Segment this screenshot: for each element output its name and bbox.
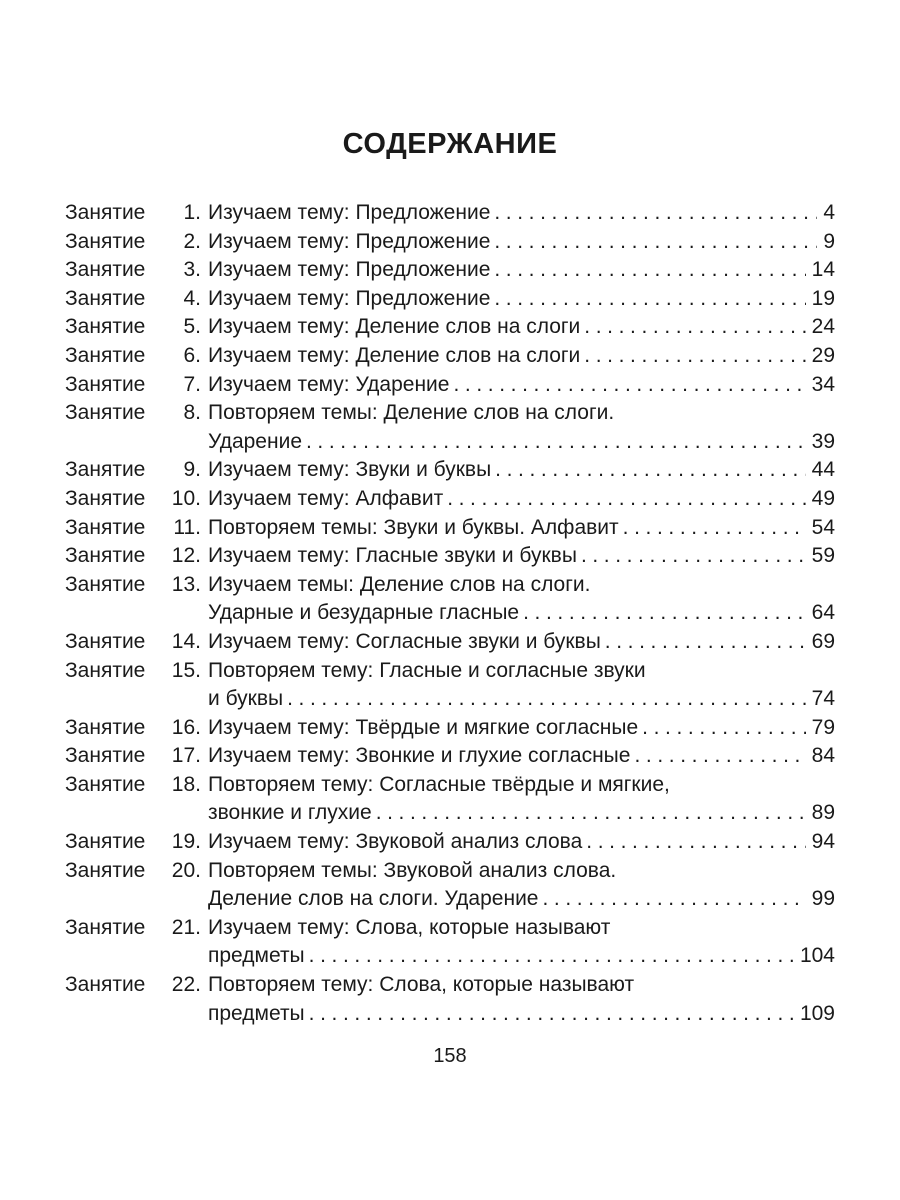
entry-title: Изучаем тему: Гласные звуки и буквы xyxy=(208,544,577,568)
lesson-number: 16. xyxy=(171,715,201,739)
entry-body xyxy=(208,657,835,686)
lesson-number: 10. xyxy=(171,486,201,510)
dot-leader xyxy=(538,885,805,914)
entry-body xyxy=(208,285,835,314)
lesson-label: Занятие xyxy=(65,343,146,367)
lesson-label: Занятие xyxy=(65,486,146,510)
entry-body xyxy=(208,914,835,943)
entry-page-number: 69 xyxy=(811,629,835,653)
entry-body xyxy=(208,971,835,1000)
entry-body xyxy=(208,485,835,514)
lesson-number: 15. xyxy=(171,658,201,682)
entry-body xyxy=(208,428,835,457)
toc-entry xyxy=(65,742,835,771)
lesson-label: Занятие xyxy=(65,286,146,310)
lesson-label: Занятие xyxy=(65,830,146,854)
entry-body xyxy=(208,342,835,371)
toc-entry-continuation xyxy=(65,599,835,628)
entry-title: Изучаем тему: Ударение xyxy=(208,372,450,396)
entry-body xyxy=(208,514,835,543)
lesson-label: Занятие xyxy=(65,229,146,253)
lesson-number: 21. xyxy=(171,915,201,939)
lesson-label: Занятие xyxy=(65,515,146,539)
lesson-number: 5. xyxy=(183,315,201,339)
dot-leader xyxy=(582,828,805,857)
entry-body xyxy=(208,942,835,971)
dot-leader xyxy=(519,599,806,628)
dot-leader xyxy=(580,342,805,371)
entry-page-number: 74 xyxy=(811,687,835,711)
dot-leader xyxy=(490,256,805,285)
lesson-label: Занятие xyxy=(65,772,146,796)
entry-title: Изучаем тему: Деление слов на слоги xyxy=(208,315,581,339)
lesson-number: 11. xyxy=(173,515,201,539)
dot-leader xyxy=(630,742,805,771)
toc-entry xyxy=(65,285,835,314)
entry-body xyxy=(208,799,835,828)
lesson-label: Занятие xyxy=(65,744,146,768)
entry-body xyxy=(208,742,835,771)
entry-page-number: 79 xyxy=(811,715,835,739)
entry-body xyxy=(208,828,835,857)
dot-leader xyxy=(305,1000,794,1029)
lesson-number: 14. xyxy=(171,629,201,653)
entry-title: Изучаем тему: Предложение xyxy=(208,201,491,224)
page-title: СОДЕРЖАНИЕ xyxy=(342,128,558,160)
lesson-number: 8. xyxy=(183,401,201,425)
dot-leader xyxy=(601,628,806,657)
entry-title: Изучаем тему: Согласные звуки и буквы xyxy=(208,629,601,653)
lesson-number: 2. xyxy=(183,229,201,253)
lesson-label: Занятие xyxy=(65,258,146,282)
toc-entry xyxy=(65,342,835,371)
entry-body xyxy=(208,456,835,485)
entry-title: Ударение xyxy=(208,429,302,453)
toc-entry xyxy=(65,571,835,600)
lesson-label: Занятие xyxy=(65,858,146,882)
dot-leader xyxy=(302,428,806,457)
entry-title: Повторяем тему: Слова, которые называют xyxy=(208,973,635,997)
entry-title: Изучаем тему: Деление слов на слоги xyxy=(208,343,581,367)
lesson-label: Занятие xyxy=(65,658,146,682)
entry-title: Изучаем тему: Звуки и буквы xyxy=(208,458,492,482)
entry-page-number: 64 xyxy=(811,601,835,625)
dot-leader xyxy=(490,199,817,228)
entry-body xyxy=(208,399,835,428)
lesson-number: 9. xyxy=(183,458,201,482)
toc-entry xyxy=(65,456,835,485)
entry-page-number: 44 xyxy=(811,458,835,482)
toc-entry xyxy=(65,657,835,686)
lesson-number: 20. xyxy=(171,858,201,882)
toc-entry xyxy=(65,399,835,428)
entry-page-number: 89 xyxy=(811,801,835,825)
lesson-number: 3. xyxy=(183,258,201,282)
lesson-label: Занятие xyxy=(65,372,146,396)
lesson-number: 19. xyxy=(171,830,201,854)
lesson-number: 13. xyxy=(171,572,201,596)
entry-page-number: 59 xyxy=(811,544,835,568)
dot-leader xyxy=(577,542,806,571)
toc-entry xyxy=(65,485,835,514)
entry-title: Повторяем тему: Согласные твёрдые и мягкие, xyxy=(208,772,670,796)
toc-entry-continuation xyxy=(65,428,835,457)
toc-entry-continuation xyxy=(65,942,835,971)
entry-page-number: 4 xyxy=(823,201,835,224)
lesson-number: 22. xyxy=(171,973,201,997)
entry-title: Повторяем тему: Гласные и согласные звуки xyxy=(208,658,646,682)
dot-leader xyxy=(305,942,794,971)
entry-page-number: 14 xyxy=(811,258,835,282)
entry-page-number: 29 xyxy=(811,343,835,367)
lesson-number: 18. xyxy=(171,772,201,796)
dot-leader xyxy=(580,313,805,342)
entry-title: Изучаем тему: Предложение xyxy=(208,286,491,310)
toc-entry-continuation xyxy=(65,685,835,714)
entry-body xyxy=(208,599,835,628)
table-of-contents xyxy=(65,199,835,1028)
dot-leader xyxy=(490,285,805,314)
entry-title: предметы xyxy=(208,944,305,968)
lesson-number: 12. xyxy=(171,544,201,568)
toc-entry xyxy=(65,714,835,743)
entry-title: Повторяем темы: Деление слов на слоги. xyxy=(208,401,615,425)
toc-entry xyxy=(65,199,835,228)
lesson-number: 6. xyxy=(183,343,201,367)
entry-body xyxy=(208,1000,835,1029)
toc-entry xyxy=(65,514,835,543)
dot-leader xyxy=(491,456,805,485)
entry-title: Изучаем тему: Слова, которые называют xyxy=(208,915,611,939)
entry-title: Изучаем тему: Твёрдые и мягкие согласные xyxy=(208,715,639,739)
entry-body xyxy=(208,771,835,800)
entry-page-number: 39 xyxy=(811,429,835,453)
entry-title: Изучаем тему: Алфавит xyxy=(208,486,444,510)
entry-title: предметы xyxy=(208,1001,305,1025)
entry-title: звонкие и глухие xyxy=(208,801,372,825)
entry-title: и буквы xyxy=(208,687,284,711)
toc-entry xyxy=(65,771,835,800)
entry-body xyxy=(208,685,835,714)
entry-body xyxy=(208,714,835,743)
lesson-label: Занятие xyxy=(65,572,146,596)
dot-leader xyxy=(443,485,805,514)
toc-entry-continuation xyxy=(65,1000,835,1029)
lesson-label: Занятие xyxy=(65,458,146,482)
entry-title: Деление слов на слоги. Ударение xyxy=(208,887,539,911)
entry-title: Повторяем темы: Звуковой анализ слова. xyxy=(208,858,617,882)
page-number: 158 xyxy=(433,1045,467,1067)
entry-body xyxy=(208,371,835,400)
entry-title: Изучаем тему: Предложение xyxy=(208,258,491,282)
entry-title: Повторяем темы: Звуки и буквы. Алфавит xyxy=(208,515,619,539)
toc-entry xyxy=(65,628,835,657)
toc-entry xyxy=(65,228,835,257)
toc-entry xyxy=(65,914,835,943)
entry-title: Изучаем тему: Звонкие и глухие согласные xyxy=(208,744,631,768)
dot-leader xyxy=(372,799,806,828)
entry-body xyxy=(208,228,835,257)
toc-entry xyxy=(65,313,835,342)
toc-entry xyxy=(65,256,835,285)
entry-body xyxy=(208,885,835,914)
toc-entry xyxy=(65,971,835,1000)
entry-page-number: 49 xyxy=(811,486,835,510)
dot-leader xyxy=(490,228,817,257)
lesson-label: Занятие xyxy=(65,915,146,939)
toc-entry xyxy=(65,542,835,571)
entry-page-number: 99 xyxy=(811,887,835,911)
entry-page-number: 84 xyxy=(811,744,835,768)
entry-body xyxy=(208,313,835,342)
entry-page-number: 104 xyxy=(799,944,835,968)
dot-leader xyxy=(283,685,806,714)
lesson-number: 4. xyxy=(183,286,201,310)
lesson-label: Занятие xyxy=(65,315,146,339)
toc-entry xyxy=(65,857,835,886)
dot-leader xyxy=(449,371,805,400)
lesson-label: Занятие xyxy=(65,973,146,997)
entry-title: Изучаем тему: Звуковой анализ слова xyxy=(208,830,583,854)
entry-page-number: 24 xyxy=(811,315,835,339)
entry-body xyxy=(208,571,835,600)
lesson-label: Занятие xyxy=(65,401,146,425)
entry-body xyxy=(208,857,835,886)
entry-page-number: 94 xyxy=(811,830,835,854)
entry-page-number: 109 xyxy=(799,1001,835,1025)
lesson-number: 7. xyxy=(183,372,201,396)
entry-title: Изучаем тему: Предложение xyxy=(208,229,491,253)
lesson-number: 1. xyxy=(183,201,201,224)
entry-title: Ударные и безударные гласные xyxy=(208,601,520,625)
toc-entry-continuation xyxy=(65,885,835,914)
lesson-number: 17. xyxy=(171,744,201,768)
dot-leader xyxy=(619,514,806,543)
entry-body xyxy=(208,256,835,285)
lesson-label: Занятие xyxy=(65,715,146,739)
toc-entry xyxy=(65,371,835,400)
lesson-label: Занятие xyxy=(65,629,146,653)
entry-body xyxy=(208,199,835,228)
entry-page-number: 9 xyxy=(823,229,835,253)
entry-page-number: 19 xyxy=(811,286,835,310)
toc-entry-continuation xyxy=(65,799,835,828)
entry-body xyxy=(208,542,835,571)
entry-page-number: 54 xyxy=(811,515,835,539)
entry-page-number: 34 xyxy=(811,372,835,396)
lesson-label: Занятие xyxy=(65,544,146,568)
lesson-label: Занятие xyxy=(65,201,146,224)
dot-leader xyxy=(638,714,805,743)
entry-body xyxy=(208,628,835,657)
entry-title: Изучаем темы: Деление слов на слоги. xyxy=(208,572,591,596)
toc-entry xyxy=(65,828,835,857)
